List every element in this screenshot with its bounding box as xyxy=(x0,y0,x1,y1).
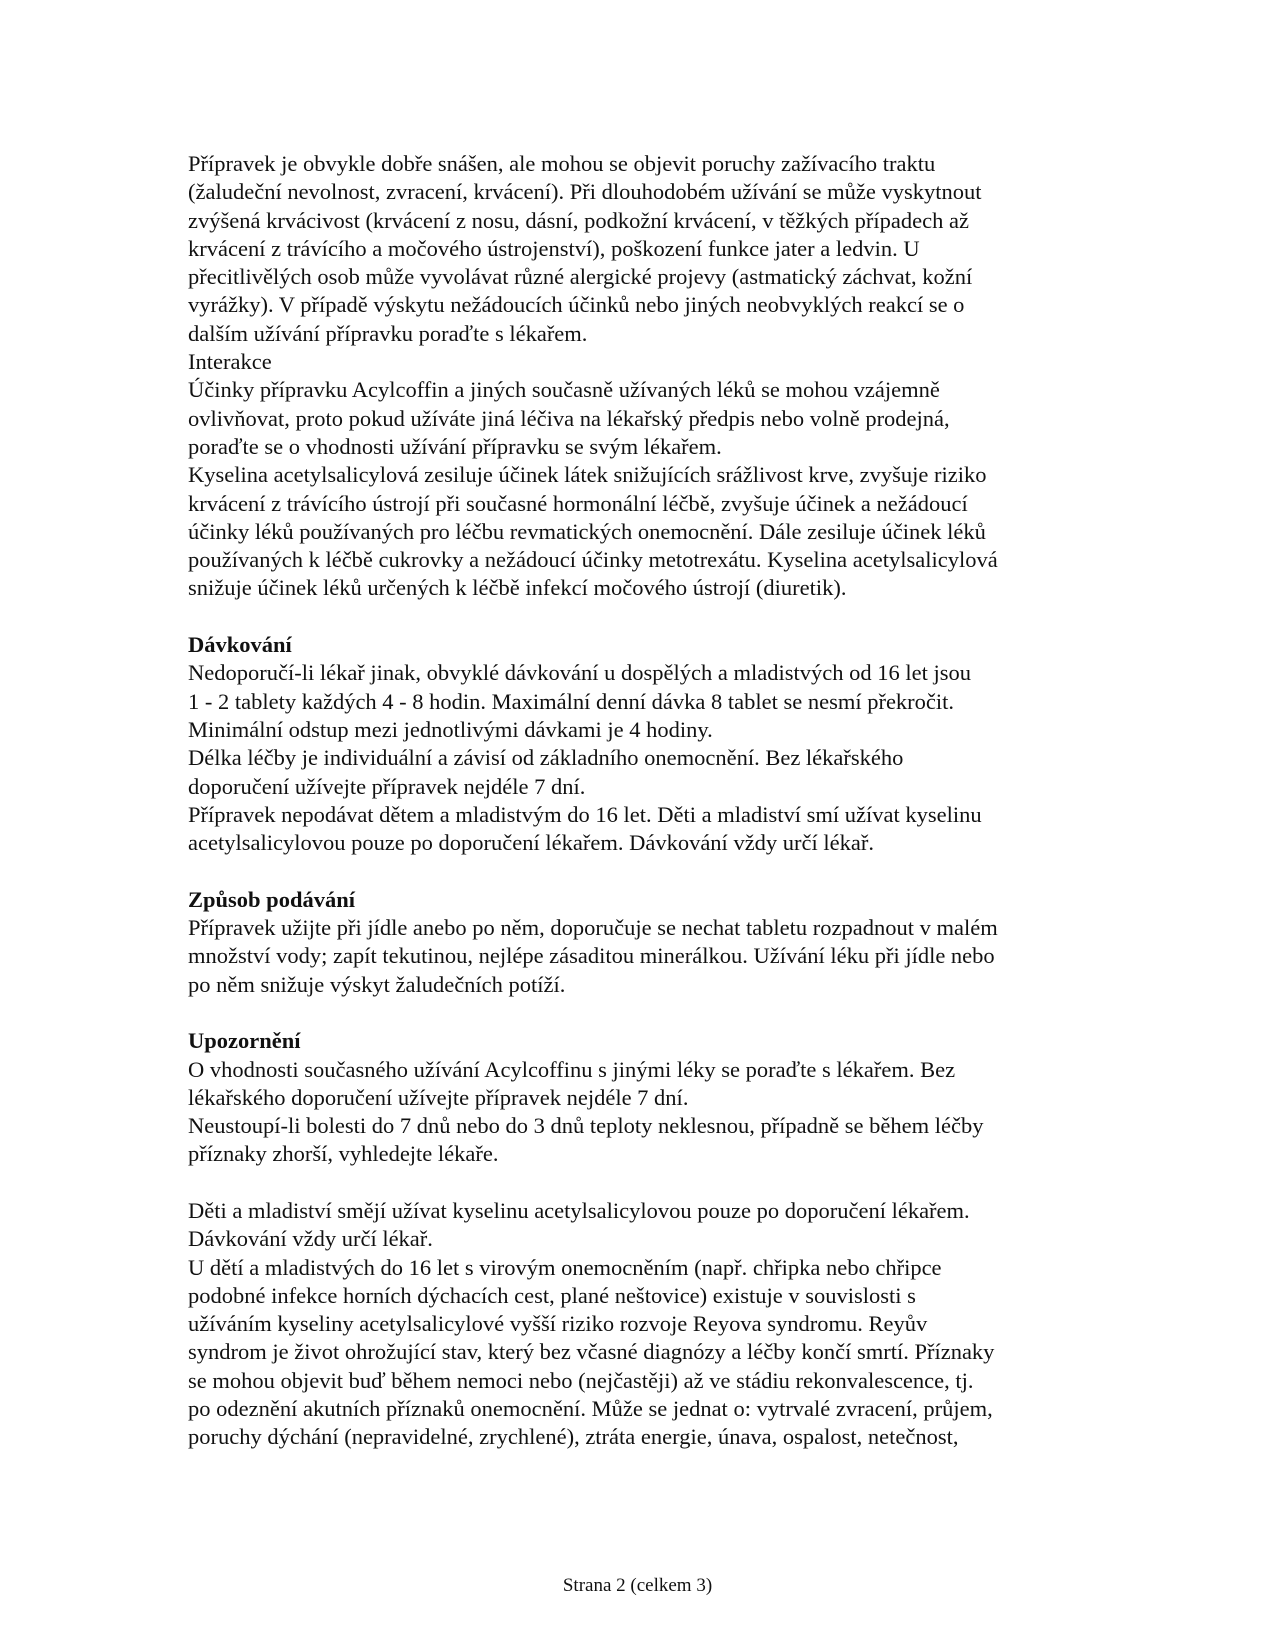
text-line: krvácení z trávícího a močového ústrojenství), poškození funkce jater a ledvin. U xyxy=(188,235,920,261)
dosage-heading: Dávkování xyxy=(188,632,292,658)
text-line: krvácení z trávícího ústrojí při současné hormonální léčbě, zvyšuje účinek a nežádoucí xyxy=(188,490,968,516)
text-line: podobné infekce horních dýchacích cest, plané neštovice) existuje v souvislosti s xyxy=(188,1282,916,1308)
interactions-title: Interakce xyxy=(188,349,272,375)
paragraph-spacer xyxy=(188,857,1098,885)
warning-heading: Upozornění xyxy=(188,1028,301,1054)
text-line: Přípravek je obvykle dobře snášen, ale mohou se objevit poruchy zažívacího traktu xyxy=(188,151,936,176)
interactions-section xyxy=(188,348,1098,603)
text-line: doporučení užívejte přípravek nejdéle 7 dní. xyxy=(188,773,586,799)
paragraph-spacer xyxy=(188,1169,1098,1197)
text-line: U dětí a mladistvých do 16 let s virovým onemocněním (např. chřipka nebo chřipce xyxy=(188,1254,942,1280)
text-line: se mohou objevit buď během nemoci nebo (nejčastěji) až ve stádiu rekonvalescence, tj. xyxy=(188,1367,974,1393)
text-line: Nedoporučí-li lékař jinak, obvyklé dávkování u dospělých a mladistvých od 16 let jsou xyxy=(188,660,971,686)
text-line: používaných k léčbě cukrovky a nežádoucí účinky metotrexátu. Kyselina acetylsalicylová xyxy=(188,547,998,573)
text-line: O vhodnosti současného užívání Acylcoffinu s jinými léky se poraďte s lékařem. Bez xyxy=(188,1056,956,1082)
text-line: Přípravek nepodávat dětem a mladistvým do 16 let. Děti a mladiství smí užívat kyselinu xyxy=(188,801,982,827)
text-line: Minimální odstup mezi jednotlivými dávkami je 4 hodiny. xyxy=(188,716,713,742)
administration-heading: Způsob podávání xyxy=(188,886,355,912)
paragraph-spacer xyxy=(188,999,1098,1027)
text-line: Kyselina acetylsalicylová zesiluje účinek látek snižujících srážlivost krve, zvyšuje riziko xyxy=(188,462,987,488)
text-line: acetylsalicylovou pouze po doporučení lékařem. Dávkování vždy určí lékař. xyxy=(188,830,874,856)
text-line: poraďte se o vhodnosti užívání přípravku se svým lékařem. xyxy=(188,433,722,459)
text-line: snižuje účinek léků určených k léčbě infekcí močového ústrojí (diuretik). xyxy=(188,575,847,601)
page-number-footer: Strana 2 (celkem 3) xyxy=(562,1575,713,1596)
dosage-section xyxy=(188,631,1098,857)
text-line: Děti a mladiství smějí užívat kyselinu acetylsalicylovou pouze po doporučení lékařem. xyxy=(188,1197,970,1223)
text-line: Dávkování vždy určí lékař. xyxy=(188,1226,433,1252)
text-line: Přípravek užijte při jídle anebo po něm, doporučuje se nechat tabletu rozpadnout v malém xyxy=(188,915,998,941)
text-line: Délka léčby je individuální a závisí od základního onemocnění. Bez lékařského xyxy=(188,745,904,771)
paragraph-spacer xyxy=(188,603,1098,631)
text-line: po něm snižuje výskyt žaludečních potíží. xyxy=(188,971,566,997)
text-line: 1 - 2 tablety každých 4 - 8 hodin. Maximální denní dávka 8 tablet se nesmí překročit. xyxy=(188,688,955,714)
text-line: užíváním kyseliny acetylsalicylové vyšší riziko rozvoje Reyova syndromu. Reyův xyxy=(188,1311,928,1337)
text-line: po odeznění akutních příznaků onemocnění. Může se jednat o: vytrvalé zvracení, průjem, xyxy=(188,1396,993,1422)
text-line: Účinky přípravku Acylcoffin a jiných současně užívaných léků se mohou vzájemně xyxy=(188,377,940,403)
text-line: Neustoupí-li bolesti do 7 dnů nebo do 3 dnů teploty neklesnou, případně se během léčby xyxy=(188,1113,984,1139)
text-line: zvýšená krvácivost (krvácení z nosu, dásní, podkožní krvácení, v těžkých případech až xyxy=(188,207,969,233)
text-line: (žaludeční nevolnost, zvracení, krvácení). Při dlouhodobém užívání se může vyskytnout xyxy=(188,179,982,205)
text-line: syndrom je život ohrožující stav, který bez včasné diagnózy a léčby končí smrtí. Příznaky xyxy=(188,1339,995,1365)
text-line: ovlivňovat, proto pokud užíváte jiná léčiva na lékařský předpis nebo volně prodejná, xyxy=(188,405,950,431)
text-line: účinky léků používaných pro léčbu revmatických onemocnění. Dále zesiluje účinek léků xyxy=(188,518,986,544)
warning-section xyxy=(188,1027,1098,1451)
text-line: množství vody; zapít tekutinou, nejlépe zásaditou minerálkou. Užívání léku při jídle nebo xyxy=(188,943,995,969)
text-line: lékařského doporučení užívejte přípravek nejdéle 7 dní. xyxy=(188,1084,689,1110)
document-body xyxy=(188,150,1098,1452)
text-line: vyrážky). V případě výskytu nežádoucích účinků nebo jiných neobvyklých reakcí se o xyxy=(188,292,965,318)
text-line: přecitlivělých osob může vyvolávat různé alergické projevy (astmatický záchvat, kožní xyxy=(188,264,973,290)
administration-section xyxy=(188,886,1098,999)
side-effects-section xyxy=(188,150,1098,348)
text-line: příznaky zhorší, vyhledejte lékaře. xyxy=(188,1141,499,1167)
text-line: poruchy dýchání (nepravidelné, zrychlené), ztráta energie, únava, ospalost, netečnost, xyxy=(188,1424,959,1450)
text-line: dalším užívání přípravku poraďte s lékařem. xyxy=(188,320,588,346)
